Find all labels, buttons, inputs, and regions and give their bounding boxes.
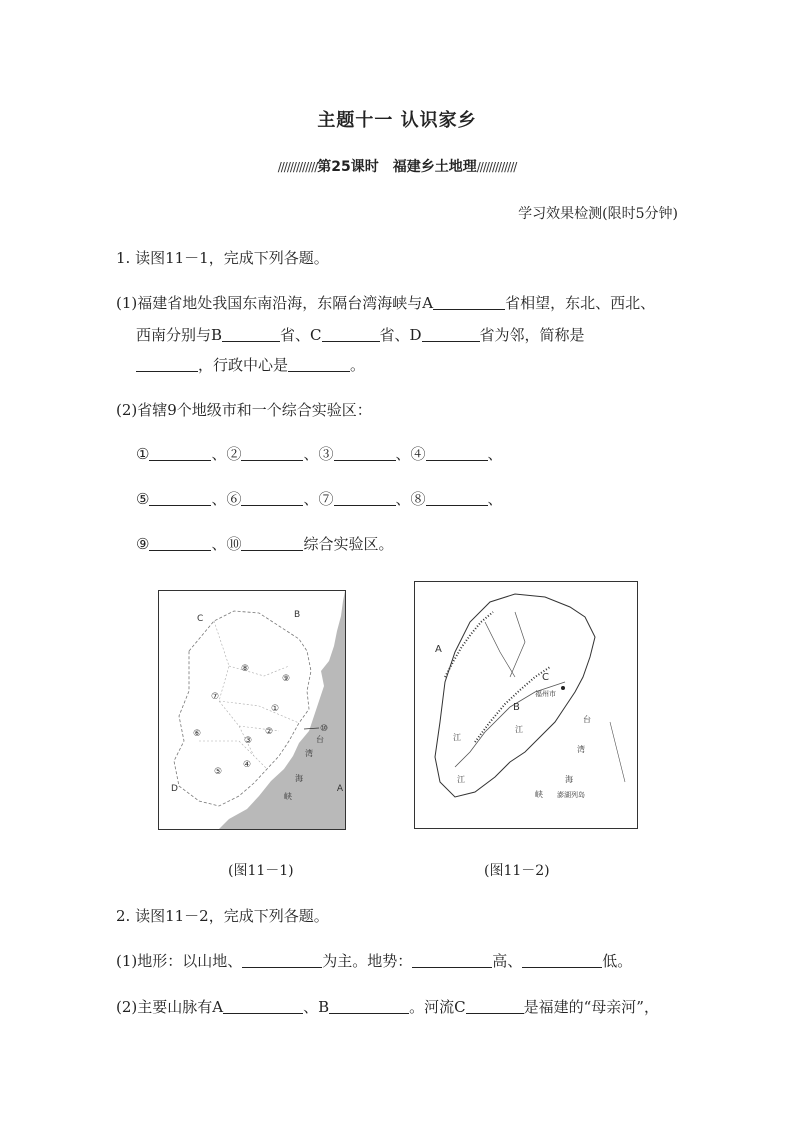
q1-text: 省、D [379, 326, 422, 344]
separator: 、 [303, 490, 319, 508]
fujian-admin-map [158, 590, 346, 830]
q1-part1-line1 [116, 292, 655, 313]
city-number: ⑤ [136, 490, 150, 508]
q2-text: 高、 [492, 952, 523, 970]
separator: 、 [395, 445, 411, 463]
river-label-2: 江 [515, 725, 523, 734]
city-number: ② [226, 445, 242, 463]
city-number: ⑦ [318, 490, 334, 508]
q1-text: 西南分别与B [136, 326, 223, 344]
map2-label-C: C [542, 672, 549, 683]
q2-part2 [116, 996, 659, 1017]
q1-text: (1)福建省地处我国东南沿海，东隔台湾海峡与A [116, 294, 434, 312]
city-row-1 [136, 443, 503, 464]
q2-text: 低。 [602, 952, 633, 970]
answer-blank-A[interactable] [433, 295, 505, 310]
answer-blank-low[interactable] [522, 953, 602, 968]
map1-num-2: ② [265, 727, 274, 737]
separator: 、 [487, 445, 503, 463]
q1-text: ，行政中心是 [198, 356, 289, 374]
hatch-left: ///////////// [277, 160, 318, 174]
map1-num-1: ① [271, 704, 280, 714]
hatch-right: ///////////// [476, 160, 517, 174]
q1-text: 省为邻，简称是 [479, 326, 585, 344]
lesson-title: 第25课时 福建乡土地理 [317, 159, 477, 175]
map2-sea-3: 海 [565, 775, 573, 784]
answer-blank-D[interactable] [422, 327, 480, 342]
map2-sea-2: 湾 [577, 745, 585, 754]
map1-num-8: ⑧ [241, 664, 250, 674]
answer-blank-city-3[interactable] [334, 446, 396, 461]
q2-stem: 2. 读图11－2，完成下列各题。 [116, 907, 329, 925]
separator: 、 [211, 535, 227, 553]
wuyi-mountains [445, 612, 493, 677]
penghu-label: 澎湖列岛 [557, 791, 585, 799]
map1-num-7: ⑦ [211, 692, 220, 702]
answer-blank-river-C[interactable] [466, 999, 524, 1014]
map2-sea-4: 峡 [535, 790, 543, 799]
separator: 、 [211, 490, 227, 508]
q2-text: 、B [303, 998, 330, 1016]
separator: 、 [211, 445, 227, 463]
answer-blank-C[interactable] [322, 327, 380, 342]
lesson-subtitle [0, 156, 794, 176]
answer-blank-city-7[interactable] [334, 491, 396, 506]
q1-part1-line3 [136, 354, 365, 375]
city-number: ⑩ [226, 535, 242, 553]
map1-label-C: C [197, 614, 204, 624]
answer-blank-B[interactable] [222, 327, 280, 342]
q1-text: 。 [350, 356, 366, 374]
map1-num-10: ⑩ [320, 724, 329, 734]
city-row-3 [136, 533, 394, 554]
q2-text: 是福建的“母亲河”， [523, 998, 659, 1016]
map1-num-5: ⑤ [214, 767, 223, 777]
city-row-2 [136, 488, 503, 509]
q2-text: 。河流C [409, 998, 466, 1016]
answer-blank-city-5[interactable] [149, 491, 211, 506]
sea-label-3: 海 [295, 774, 303, 783]
answer-blank-city-8[interactable] [426, 491, 488, 506]
answer-blank-city-10[interactable] [241, 536, 303, 551]
fuzhou-marker [561, 686, 565, 690]
q2-text: 为主。地势： [322, 952, 413, 970]
city-number: ③ [318, 445, 334, 463]
map1-num-6: ⑥ [193, 729, 202, 739]
fuzhou-label: 福州市 [535, 690, 556, 698]
time-limit-label: 学习效果检测(限时5分钟) [518, 206, 678, 222]
river-label-1: 江 [453, 733, 461, 742]
city-number: ⑧ [410, 490, 426, 508]
city-number: ④ [410, 445, 426, 463]
sea-area [219, 591, 345, 829]
q1-stem: 1. 读图11－1，完成下列各题。 [116, 249, 329, 267]
answer-blank-city-1[interactable] [149, 446, 211, 461]
q1-text: 综合实验区。 [303, 535, 394, 553]
map2-label-A: A [435, 644, 442, 655]
city-number: ⑥ [226, 490, 242, 508]
map1-num-9: ⑨ [282, 674, 291, 684]
page-title: 主题十一 认识家乡 [317, 110, 477, 131]
river-tributaries [485, 612, 525, 677]
answer-blank-high[interactable] [412, 953, 492, 968]
sea-label-2: 湾 [305, 749, 313, 758]
separator: 、 [487, 490, 503, 508]
river-label-3: 江 [457, 775, 465, 784]
map1-caption: (图11－1) [228, 863, 294, 879]
map1-num-4: ④ [243, 760, 252, 770]
q1-text: 省、C [280, 326, 322, 344]
q1-part2: (2)省辖9个地级市和一个综合实验区： [116, 401, 372, 419]
province-outline [435, 594, 595, 797]
map2-sea-1: 台 [583, 715, 591, 724]
q1-part1-line2 [136, 324, 585, 345]
answer-blank-landform[interactable] [242, 953, 322, 968]
q1-text: 省相望，东北、西北、 [505, 294, 656, 312]
q2-text: (2)主要山脉有A [116, 998, 224, 1016]
sea-label-4: 峡 [284, 792, 292, 801]
answer-blank-mountain-A[interactable] [223, 999, 303, 1014]
q2-part1 [116, 950, 632, 971]
separator: 、 [395, 490, 411, 508]
answer-blank-mountain-B[interactable] [329, 999, 409, 1014]
answer-blank-abbr[interactable] [136, 357, 198, 372]
taiwan-coast [610, 722, 625, 782]
sea-label-1: 台 [316, 735, 324, 744]
map1-label-A: A [336, 784, 343, 794]
answer-blank-capital[interactable] [288, 357, 350, 372]
q2-text: (1)地形：以山地、 [116, 952, 243, 970]
city-number: ① [136, 445, 150, 463]
fujian-terrain-map [414, 581, 638, 829]
separator: 、 [303, 445, 319, 463]
map1-num-3: ③ [244, 736, 253, 746]
answer-blank-city-9[interactable] [149, 536, 211, 551]
answer-blank-city-2[interactable] [241, 446, 303, 461]
map1-label-B: B [294, 610, 301, 620]
map2-caption: (图11－2) [484, 863, 550, 879]
answer-blank-city-6[interactable] [241, 491, 303, 506]
city-number: ⑨ [136, 535, 150, 553]
answer-blank-city-4[interactable] [426, 446, 488, 461]
map1-label-D: D [171, 784, 178, 794]
map2-label-B: B [513, 702, 520, 713]
